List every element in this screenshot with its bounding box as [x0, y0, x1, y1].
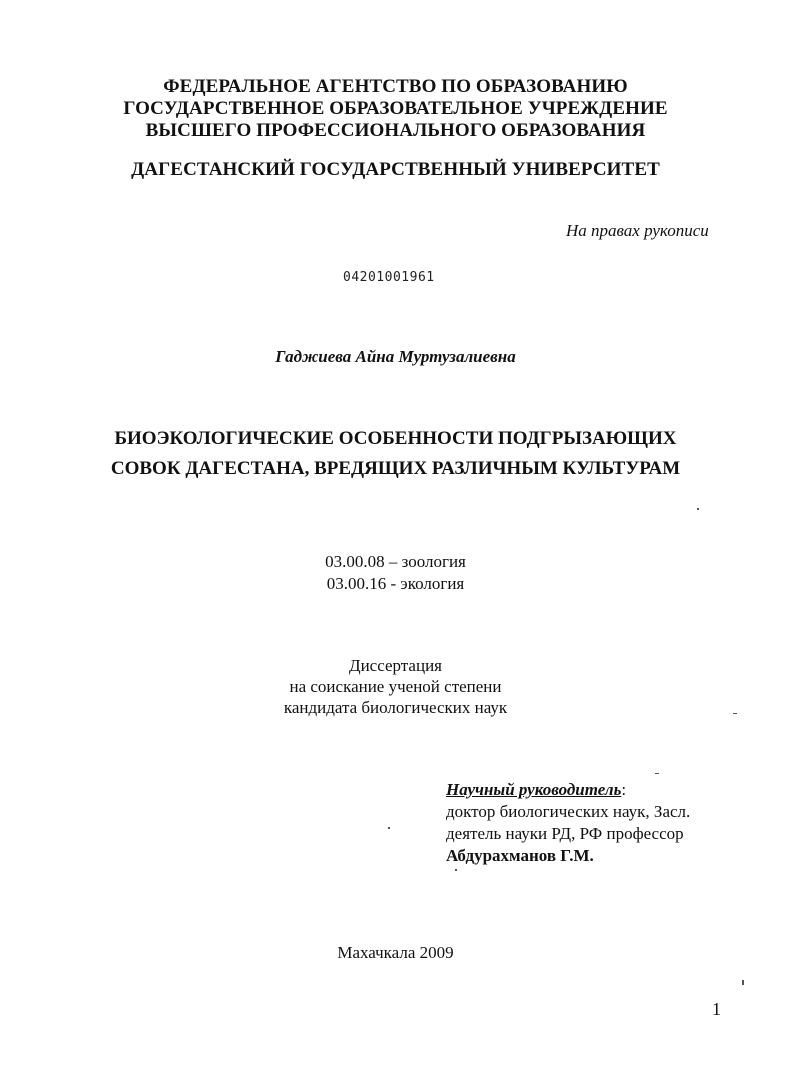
supervisor-label-colon: : — [621, 780, 627, 799]
agency-header-line-1: ФЕДЕРАЛЬНОЕ АГЕНТСТВО ПО ОБРАЗОВАНИЮ — [163, 76, 628, 97]
degree-line-3: кандидата биологических наук — [283, 698, 508, 717]
scan-speck — [388, 827, 390, 829]
degree-line-2: на соискание ученой степени — [289, 677, 502, 696]
university-name: ДАГЕСТАНСКИЙ ГОСУДАРСТВЕННЫЙ УНИВЕРСИТЕТ — [131, 159, 660, 180]
supervisor-name: Абдурахманов Г.М. — [446, 846, 594, 865]
dissertation-title-line-1: БИОЭКОЛОГИЧЕСКИЕ ОСОБЕННОСТИ ПОДГРЫЗАЮЩИХ — [114, 428, 677, 449]
page-number: 1 — [712, 999, 721, 1019]
agency-header-line-3: ВЫСШЕГО ПРОФЕССИОНАЛЬНОГО ОБРАЗОВАНИЯ — [145, 120, 646, 141]
supervisor-block — [446, 779, 690, 867]
specialty-zoology: 03.00.08 – зоология — [325, 552, 466, 571]
supervisor-label-row — [446, 779, 690, 801]
dissertation-title-line-2: СОВОК ДАГЕСТАНА, ВРЕДЯЩИХ РАЗЛИЧНЫМ КУЛЬТУРАМ — [110, 458, 681, 479]
supervisor-title: деятель науки РД, РФ профессор — [446, 824, 684, 843]
supervisor-label: Научный руководитель — [446, 780, 622, 799]
scan-speck — [455, 869, 457, 871]
degree-line-1: Диссертация — [348, 656, 442, 675]
agency-header-line-2: ГОСУДАРСТВЕННОЕ ОБРАЗОВАТЕЛЬНОЕ УЧРЕЖДЕНИЕ — [123, 98, 668, 119]
specialty-ecology: 03.00.16 - экология — [326, 574, 465, 593]
scan-speck — [742, 980, 744, 985]
scan-speck — [655, 773, 659, 774]
manuscript-note: На правах рукописи — [566, 221, 709, 240]
scan-speck — [697, 508, 699, 510]
registration-number: 04201001961 — [343, 270, 435, 285]
scan-speck — [733, 713, 737, 714]
author-name: Гаджиева Айна Муртузалиевна — [275, 347, 516, 366]
supervisor-degree: доктор биологических наук, Засл. — [446, 802, 691, 821]
city-year: Махачкала 2009 — [337, 943, 454, 962]
